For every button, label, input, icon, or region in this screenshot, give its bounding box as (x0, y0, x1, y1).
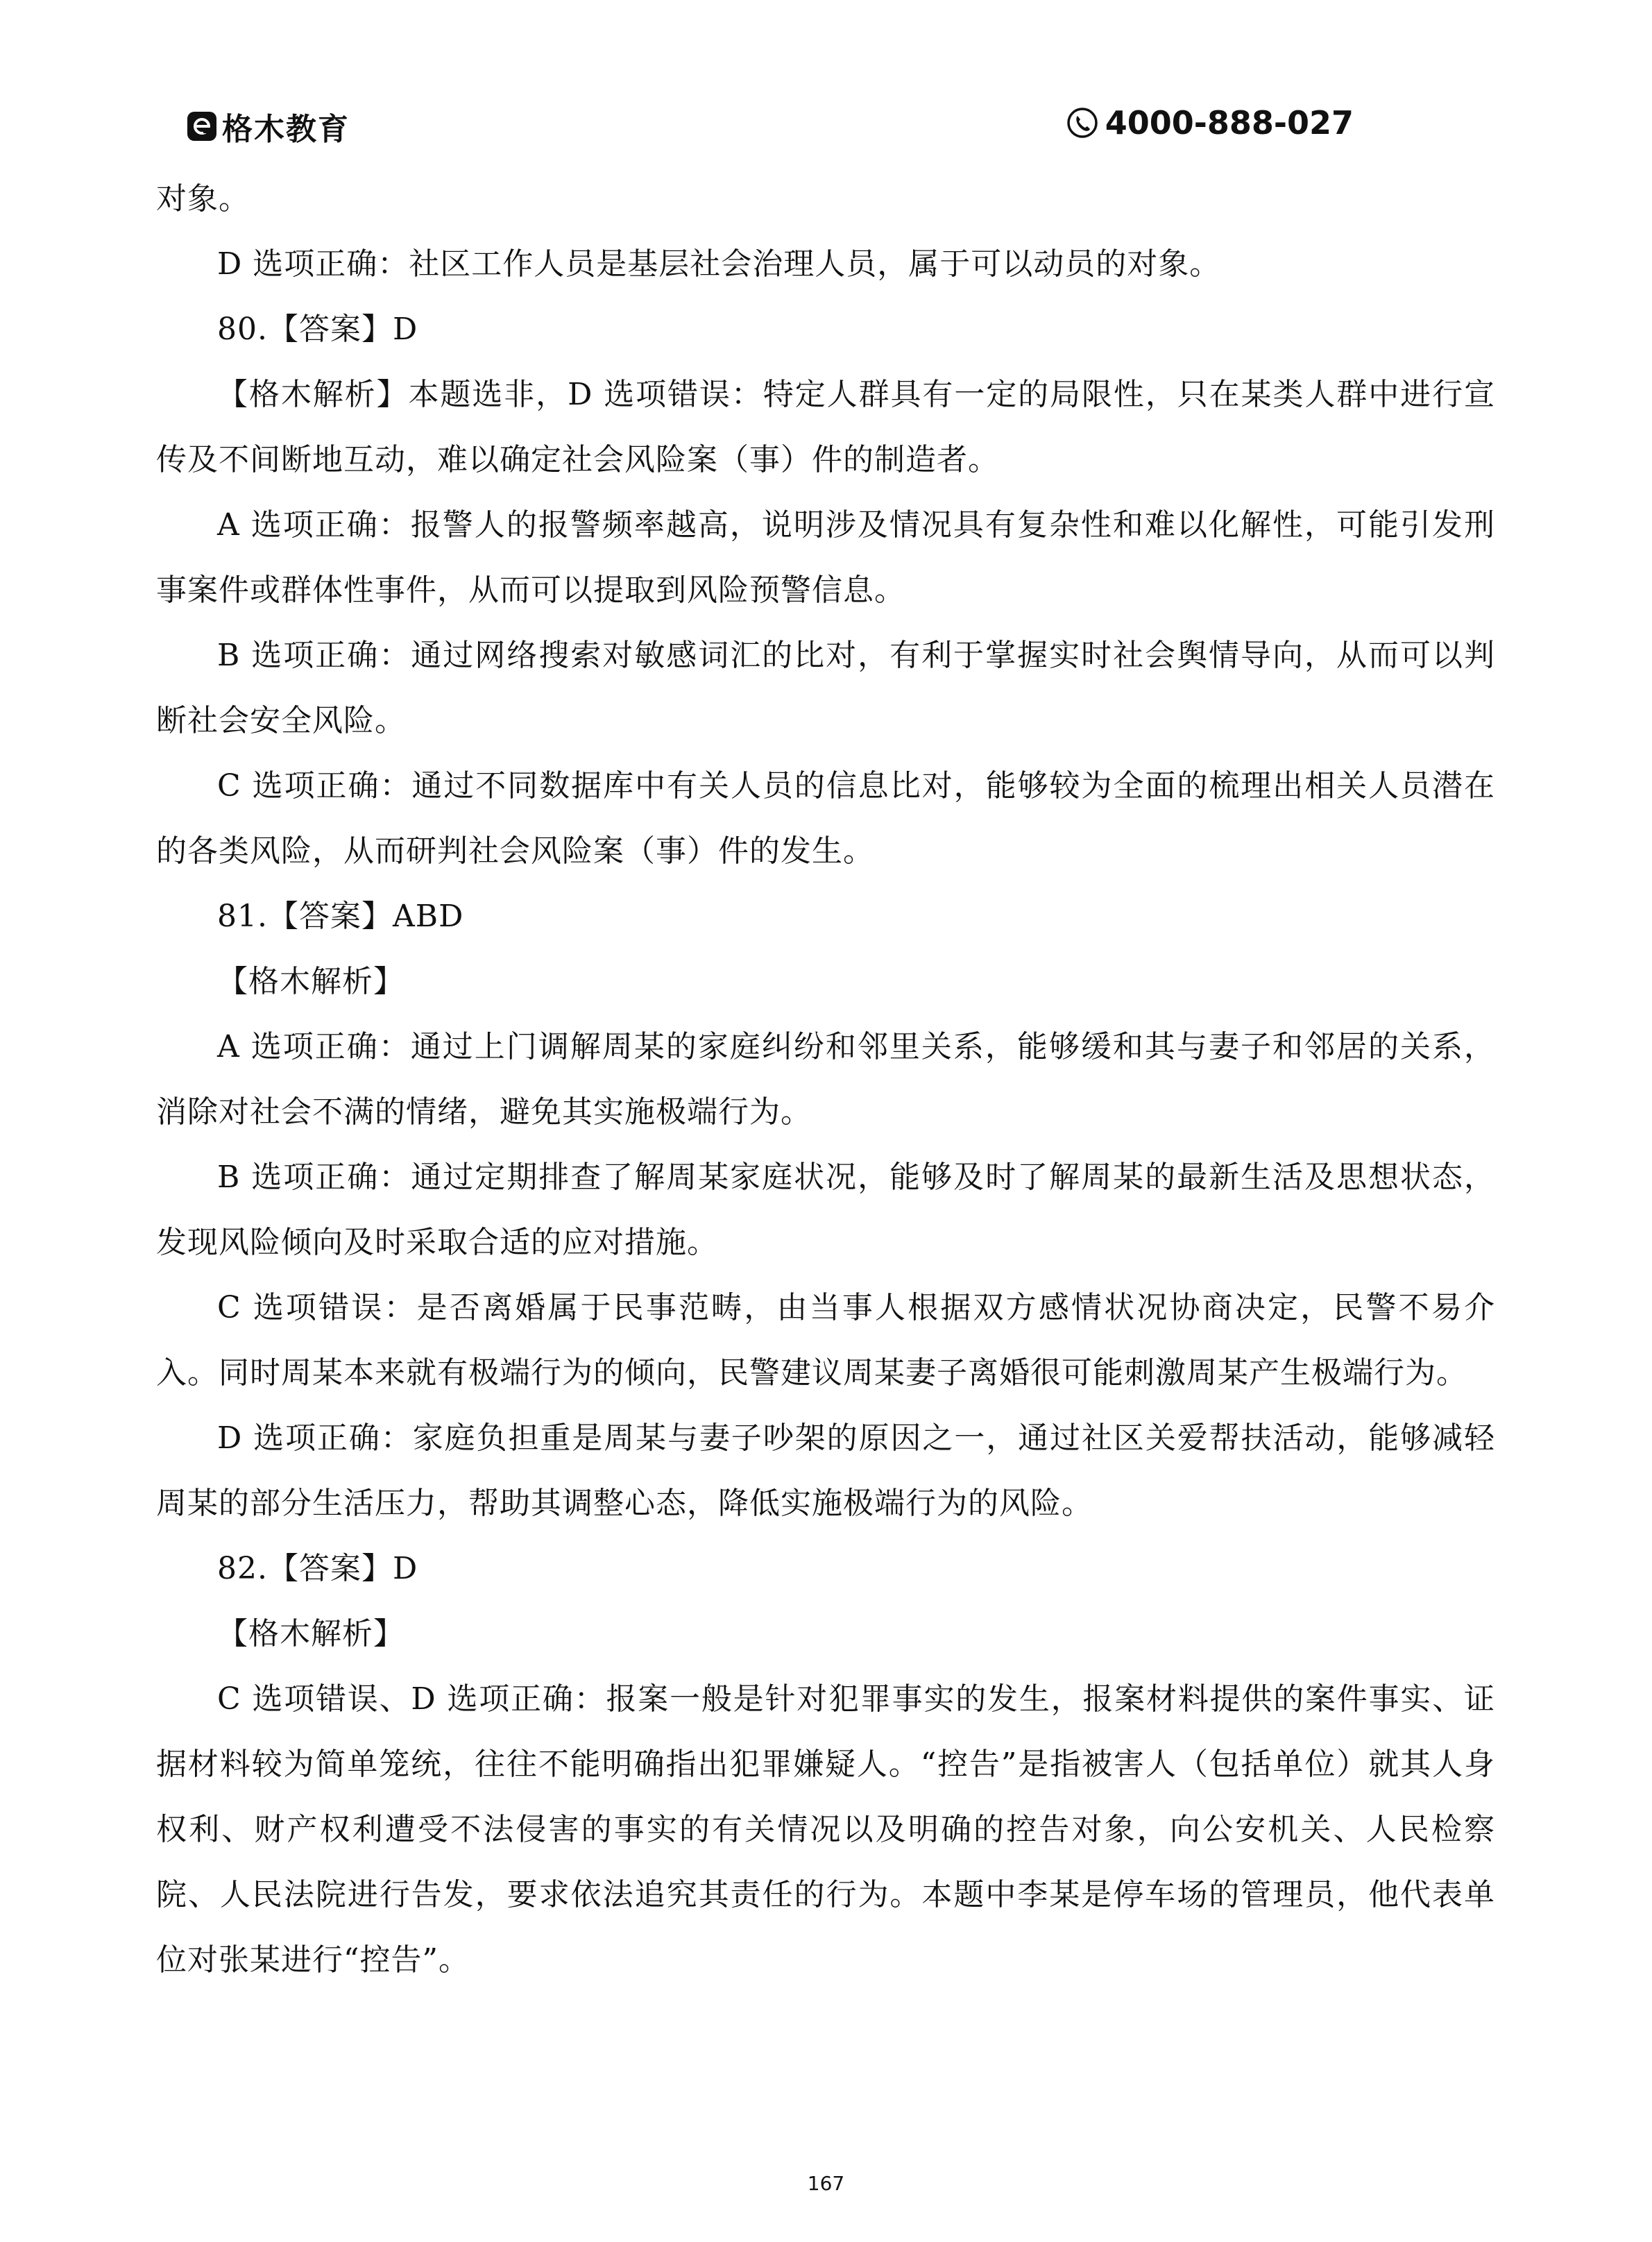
e-logo-icon (187, 112, 216, 141)
paragraph: C 选项错误：是否离婚属于民事范畴，由当事人根据双方感情状况协商决定，民警不易介入。同时周某本来就有极端行为的倾向，民警建议周某妻子离婚很可能刺激周某产生极端行为。 (156, 1290, 1495, 1391)
brand (187, 104, 350, 148)
brand-name: 格木教育 (222, 112, 350, 147)
paragraph: 81.【答案】ABD (217, 899, 464, 934)
paragraph: C 选项错误、D 选项正确：报案一般是针对犯罪事实的发生，报案材料提供的案件事实、证据材料较为简单笼统，往往不能明确指出犯罪嫌疑人。“控告”是指被害人（包括单位）就其人身权利、财产权利遭受不法侵害的事实的有关情况以及明确的控告对象，向公安机关、人民检察院、人民法院进行告发，要求依法追究其责任的行为。本题中李某是停车场的管理员，他代表单位对张某进行“控告”。 (156, 1681, 1495, 1978)
paragraph: D 选项正确：家庭负担重是周某与妻子吵架的原因之一，通过社区关爱帮扶活动，能够减轻周某的部分生活压力，帮助其调整心态，降低实施极端行为的风险。 (156, 1420, 1495, 1521)
paragraph: 【格木解析】 (217, 1616, 405, 1651)
paragraph: B 选项正确：通过定期排查了解周某家庭状况，能够及时了解周某的最新生活及思想状态，发现风险倾向及时采取合适的应对措施。 (156, 1160, 1495, 1260)
paragraph: A 选项正确：通过上门调解周某的家庭纠纷和邻里关系，能够缓和其与妻子和邻居的关系，消除对社会不满的情绪，避免其实施极端行为。 (156, 1029, 1495, 1130)
paragraph: 对象。 (156, 181, 250, 216)
paragraph: C 选项正确：通过不同数据库中有关人员的信息比对，能够较为全面的梳理出相关人员潜在的各类风险，从而研判社会风险案（事）件的发生。 (156, 768, 1495, 869)
document-body (156, 167, 1495, 1993)
paragraph: D 选项正确：社区工作人员是基层社会治理人员，属于可以动员的对象。 (217, 246, 1221, 282)
phone-number: 4000-888-027 (1105, 104, 1354, 142)
paragraph: A 选项正确：报警人的报警频率越高，说明涉及情况具有复杂性和难以化解性，可能引发刑事案件或群体性事件，从而可以提取到风险预警信息。 (156, 507, 1495, 608)
paragraph: 82.【答案】D (217, 1551, 418, 1586)
page-number: 167 (807, 2172, 845, 2195)
phone-icon (1066, 107, 1098, 139)
phone-contact (1066, 104, 1354, 142)
paragraph: 80.【答案】D (217, 312, 418, 347)
paragraph: 【格木解析】 (217, 964, 405, 999)
paragraph: B 选项正确：通过网络搜索对敏感词汇的比对，有利于掌握实时社会舆情导向，从而可以判断社会安全风险。 (156, 638, 1495, 738)
page-header (187, 104, 1465, 153)
paragraph: 【格木解析】本题选非，D 选项错误：特定人群具有一定的局限性，只在某类人群中进行宣传及不间断地互动，难以确定社会风险案（事）件的制造者。 (156, 377, 1495, 477)
